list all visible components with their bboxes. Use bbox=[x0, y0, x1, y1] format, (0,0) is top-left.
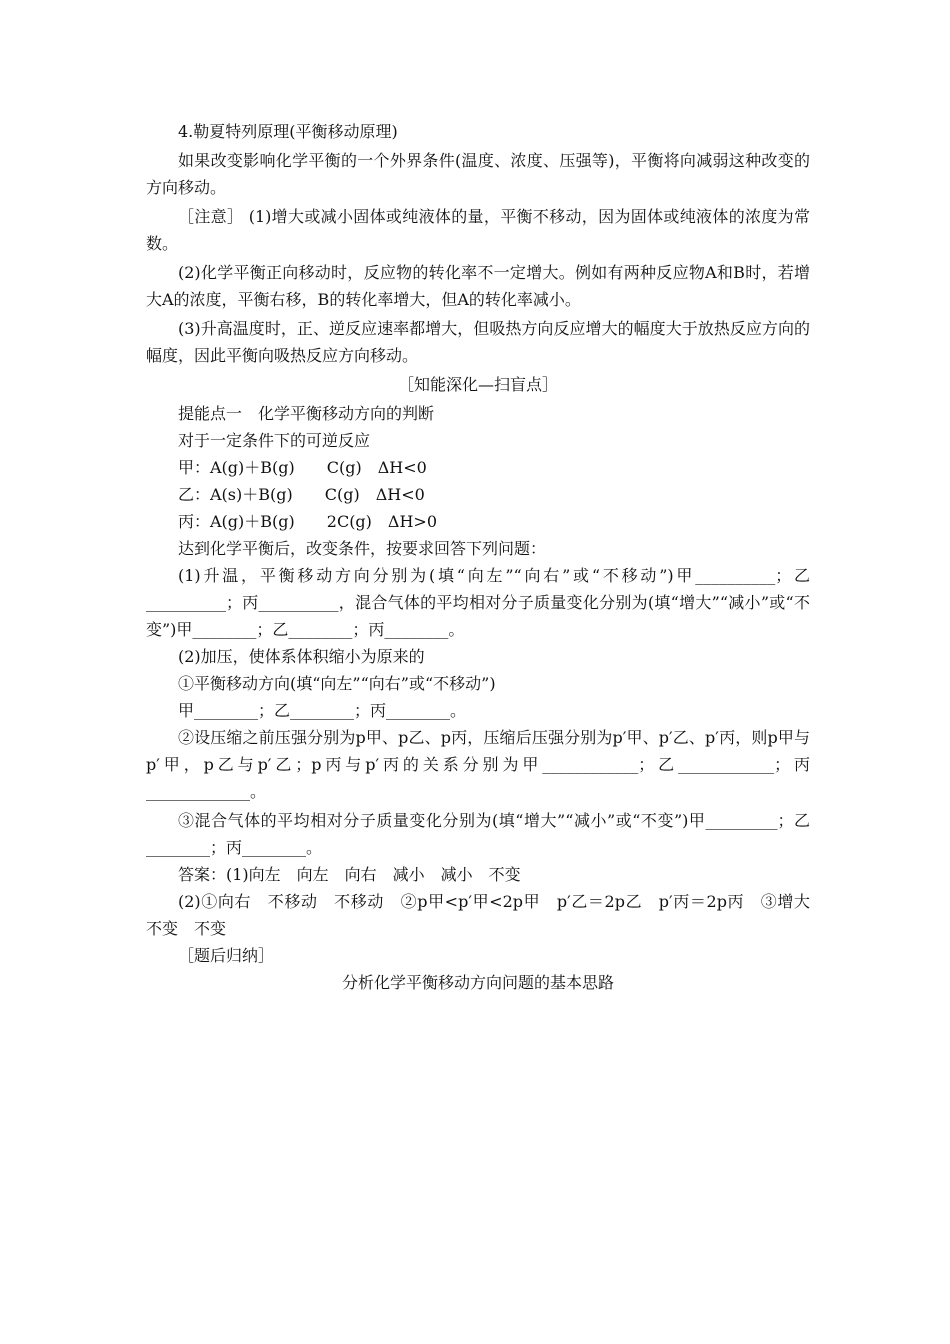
principle-text: 如果改变影响化学平衡的一个外界条件(温度、浓度、压强等)，平衡将向减弱这种改变的方向移动。 bbox=[146, 151, 810, 197]
reaction-bing: 丙：A(g)＋B(g) 2C(g) ΔH>0 bbox=[178, 512, 438, 531]
summary-label: ［题后归纳］ bbox=[178, 946, 275, 965]
question-1: (1)升温，平衡移动方向分别为(填“向左”“向右”或“不移动”)甲__________；乙__________；丙__________，混合气体的平均相对分子质量变化分别为(填“增大”“减小”或“不变”)甲________；乙________；丙________。 bbox=[146, 566, 810, 639]
answer-2: (2)①向右 不移动 不移动 ②p甲<p′甲<2p甲 p′乙＝2p乙 p′丙＝2p丙 ③增大 不变 不变 bbox=[146, 892, 827, 938]
section-title: 4.勒夏特列原理(平衡移动原理) bbox=[178, 122, 398, 141]
intro-text: 对于一定条件下的可逆反应 bbox=[178, 431, 371, 450]
point-title: 提能点一 化学平衡移动方向的判断 bbox=[178, 404, 435, 423]
question-2a: ①平衡移动方向(填“向左”“向右”或“不移动”) bbox=[178, 674, 496, 693]
section-heading: ［知能深化—扫盲点］ bbox=[397, 375, 558, 394]
summary-title: 分析化学平衡移动方向问题的基本思路 bbox=[341, 973, 614, 992]
question-2b: ②设压缩之前压强分别为p甲、p乙、p丙，压缩后压强分别为p′甲、p′乙、p′丙，则p甲与p′甲，p乙与p′乙；p丙与p′丙的关系分别为甲____________；乙____________；丙_____________。 bbox=[146, 728, 810, 801]
note-3: (3)升高温度时，正、逆反应速率都增大，但吸热方向反应增大的幅度大于放热反应方向的幅度，因此平衡向吸热反应方向移动。 bbox=[146, 319, 810, 365]
question-2a-blanks: 甲________；乙________；丙________。 bbox=[178, 701, 467, 720]
question-2: (2)加压，使体系体积缩小为原来的 bbox=[178, 647, 425, 666]
question-2c: ③混合气体的平均相对分子质量变化分别为(填“增大”“减小”或“不变”)甲_________；乙________；丙________。 bbox=[146, 811, 810, 857]
question-intro: 达到化学平衡后，改变条件，按要求回答下列问题： bbox=[178, 539, 547, 558]
reaction-jia: 甲：A(g)＋B(g) C(g) ΔH<0 bbox=[178, 458, 427, 477]
note-2: (2)化学平衡正向移动时，反应物的转化率不一定增大。例如有两种反应物A和B时，若增大A的浓度，平衡右移，B的转化率增大，但A的转化率减小。 bbox=[146, 263, 810, 309]
answer-1: 答案：(1)向左 向左 向右 减小 减小 不变 bbox=[178, 865, 521, 884]
reaction-yi: 乙：A(s)＋B(g) C(g) ΔH<0 bbox=[178, 485, 425, 504]
document-page bbox=[146, 118, 827, 996]
note-1: ［注意］ (1)增大或减小固体或纯液体的量，平衡不移动，因为固体或纯液体的浓度为常数。 bbox=[146, 207, 810, 253]
